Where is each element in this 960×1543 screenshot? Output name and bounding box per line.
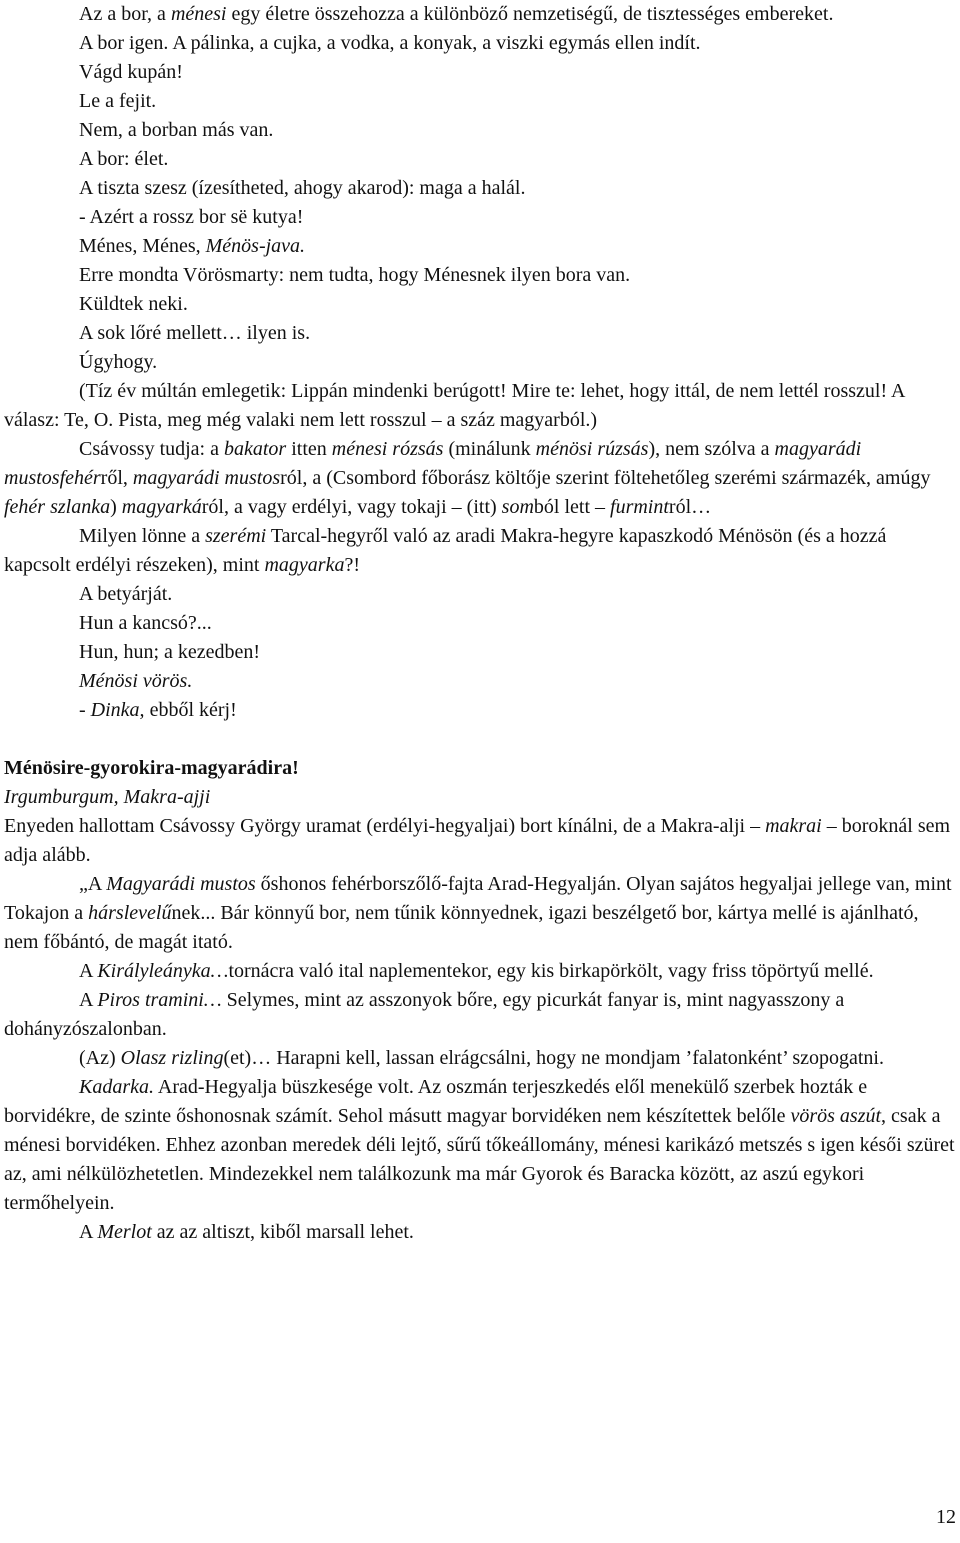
paragraph: Enyeden hallottam Csávossy György uramat (erdélyi-hegyaljai) bort kínálni, de a Makra-alji – makrai – boroknál sem adja alább. xyxy=(4,815,951,866)
section-heading: Ménösire-gyorokira-magyarádira! xyxy=(4,757,299,779)
paragraph: (Az) Olasz rizling(et)… Harapni kell, lassan elrágcsálni, hogy ne mondjam ’falatonként’ szopogatni. xyxy=(79,1047,884,1069)
paragraph: A Merlot az az altiszt, kiből marsall lehet. xyxy=(79,1221,414,1243)
paragraph: Le a fejit. xyxy=(79,90,157,112)
document-page xyxy=(4,0,956,1247)
paragraph: A sok lőré mellett… ilyen is. xyxy=(79,322,311,344)
paragraph: Kadarka. Arad-Hegyalja büszkesége volt. Az oszmán terjeszkedés elől menekülő szerbek hozták e borvidékre, de szinte őshonosnak számít. Sehol másutt magyar borvidéken nem készítettek belőle vörös aszút, csak a ménesi borvidéken. Ehhez azonban meredek déli lejtő, sűrű tőkeállomány, ménesi karikázó metszés s igen késői szüret az, ami nélkülözhetetlen. Mindezekkel nem találkozunk ma már Gyorok és Baracka között, az aszú egykori termőhelyein. xyxy=(4,1076,955,1214)
paragraph: Vágd kupán! xyxy=(79,61,183,83)
paragraph: (Tíz év múltán emlegetik: Lippán mindenki berúgott! Mire te: lehet, hogy ittál, de nem lettél rosszul! A válasz: Te, O. Pista, meg még valaki nem lett rosszul – a száz magyarból.) xyxy=(4,380,905,431)
paragraph: Az a bor, a ménesi egy életre összehozza a különböző nemzetiségű, de tisztességes embereket. xyxy=(79,3,834,25)
paragraph: Csávossy tudja: a bakator itten ménesi rózsás (minálunk ménösi rúzsás), nem szólva a magyarádi mustosfehérről, magyarádi mustosról, a (Csombord főborász költője szerint föltehetőleg szerémi származék, amúgy fehér szlanka) magyarkáról, a vagy erdélyi, vagy tokaji – (itt) somból lett – furmintról… xyxy=(4,438,931,518)
paragraph: Ménösi vörös. xyxy=(79,670,193,692)
spacer xyxy=(4,725,956,754)
paragraph: - Dinka, ebből kérj! xyxy=(79,699,237,721)
paragraph: Úgyhogy. xyxy=(79,351,158,373)
paragraph: A bor igen. A pálinka, a cujka, a vodka, a konyak, a viszki egymás ellen indít. xyxy=(79,32,701,54)
paragraph: „A Magyarádi mustos őshonos fehérborszőlő-fajta Arad-Hegyalján. Olyan sajátos hegyaljai jellege van, mint Tokajon a hárslevelűnek... Bár könnyű bor, nem tűnik könnyednek, igazi beszélgető bor, kártya mellé is ajánlható, nem főbántó, de magát itató. xyxy=(4,873,952,953)
paragraph: - Azért a rossz bor së kutya! xyxy=(79,206,304,228)
paragraph: Hun, hun; a kezedben! xyxy=(79,641,261,663)
paragraph: Milyen lönne a szerémi Tarcal-hegyről való az aradi Makra-hegyre kapaszkodó Ménösön (és a hozzá kapcsolt erdélyi részeken), mint magyarka?! xyxy=(4,525,887,576)
section-subheading: Irgumburgum, Makra-ajji xyxy=(4,786,211,808)
paragraph: A bor: élet. xyxy=(79,148,169,170)
paragraph: Küldtek neki. xyxy=(79,293,188,315)
paragraph: Hun a kancsó?... xyxy=(79,612,212,634)
paragraph: Nem, a borban más van. xyxy=(79,119,274,141)
paragraph: Ménes, Ménes, Ménös-java. xyxy=(79,235,306,257)
paragraph: A tiszta szesz (ízesítheted, ahogy akarod): maga a halál. xyxy=(79,177,526,199)
paragraph: A Piros tramini… Selymes, mint az asszonyok bőre, egy picurkát fanyar is, mint nagyasszony a dohányzószalonban. xyxy=(4,989,845,1040)
paragraph: A Királyleányka…tornácra való ital naplementekor, egy kis birkapörkölt, vagy friss töpörtyű mellé. xyxy=(79,960,874,982)
paragraph: A betyárját. xyxy=(79,583,173,605)
paragraph: Erre mondta Vörösmarty: nem tudta, hogy Ménesnek ilyen bora van. xyxy=(79,264,631,286)
page-number: 12 xyxy=(936,1506,956,1528)
